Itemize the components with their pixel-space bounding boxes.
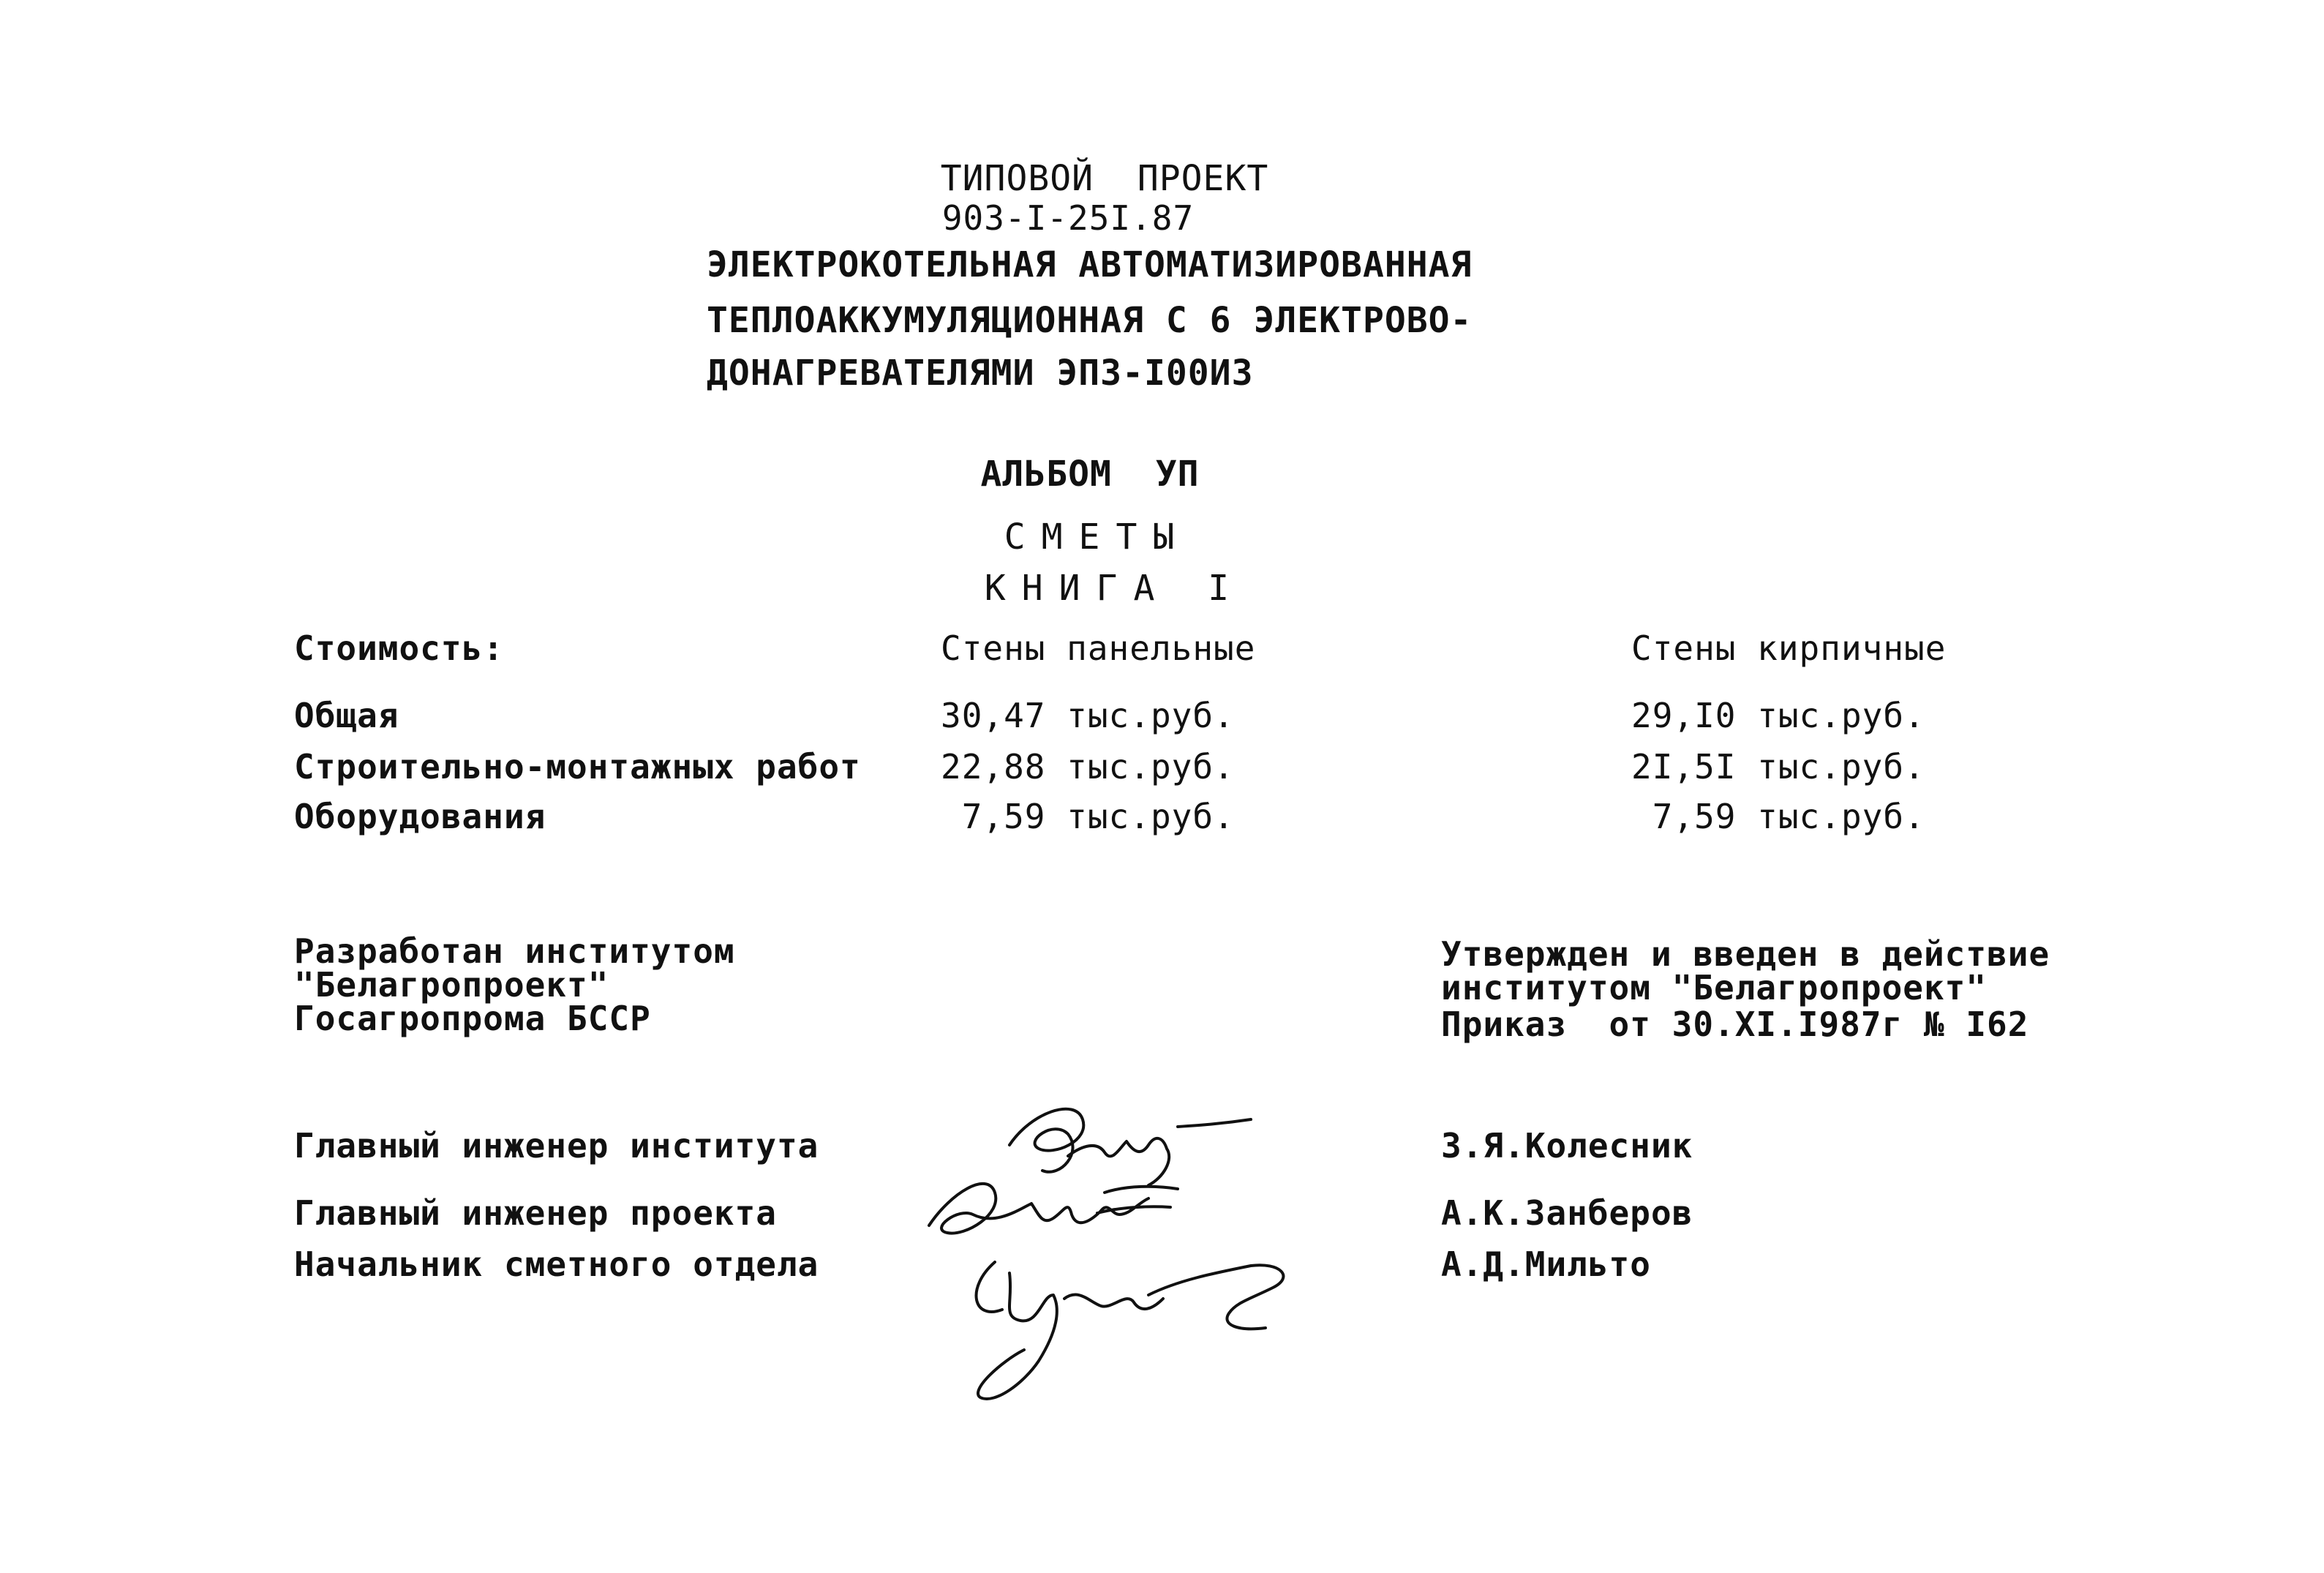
section-title: СМЕТЫ [1004,517,1191,558]
developer-line-3: Госагропрома БССР [294,999,651,1038]
title-line-2: ТЕПЛОАККУМУЛЯЦИОННАЯ С 6 ЭЛЕКТРОВО- [707,300,1473,341]
album-label: АЛЬБОМ УП [980,454,1200,495]
signatory-name: А.Д.Мильто [1441,1244,1651,1284]
handwritten-signatures [885,1068,1383,1419]
cost-row-panel-value: 22,88 тыс.руб. [941,747,1235,786]
cost-row-panel-value: 30,47 тыс.руб. [941,696,1235,735]
developer-line-1: Разработан институтом [294,931,735,971]
cost-row-brick-value: 29,I0 тыс.руб. [1631,696,1925,735]
cost-row-name: Общая [294,696,399,735]
title-line-1: ЭЛЕКТРОКОТЕЛЬНАЯ АВТОМАТИЗИРОВАННАЯ [707,244,1473,285]
column-header-brick: Стены кирпичные [1631,628,1947,668]
signature-stroke-2 [929,1184,1178,1234]
column-header-panel: Стены панельные [941,628,1256,668]
signatory-name: А.К.Занберов [1441,1193,1693,1233]
cost-row-panel-value: 7,59 тыс.руб. [941,797,1235,836]
title-line-3: ДОНАГРЕВАТЕЛЯМИ ЭПЗ-I00ИЗ [707,353,1254,394]
approval-line-1: Утвержден и введен в действие [1441,934,2050,974]
approval-line-3: Приказ от 30.XI.I987г № I62 [1441,1005,2029,1044]
cost-row-brick-value: 2I,5I тыс.руб. [1631,747,1925,786]
cost-row-brick-value: 7,59 тыс.руб. [1631,797,1925,836]
signature-stroke-1 [1009,1109,1251,1185]
approval-line-2: институтом "Белагропроект" [1441,968,1988,1007]
cost-row-name: Строительно-монтажных работ [294,747,861,786]
signatory-role: Начальник сметного отдела [294,1244,819,1284]
cost-label: Стоимость: [294,628,504,668]
project-type-label: ТИПОВОЙ ПРОЕКТ [940,158,1269,199]
developer-line-2: "Белагропроект" [294,965,609,1005]
signatory-role: Главный инженер проекта [294,1193,777,1233]
project-number: 903-I-25I.87 [941,198,1195,238]
book-label: КНИГА I [984,568,1246,609]
signatory-name: З.Я.Колесник [1441,1126,1693,1165]
signatory-role: Главный инженер института [294,1126,819,1165]
signature-stroke-3 [977,1262,1284,1399]
cost-row-name: Оборудования [294,797,546,836]
